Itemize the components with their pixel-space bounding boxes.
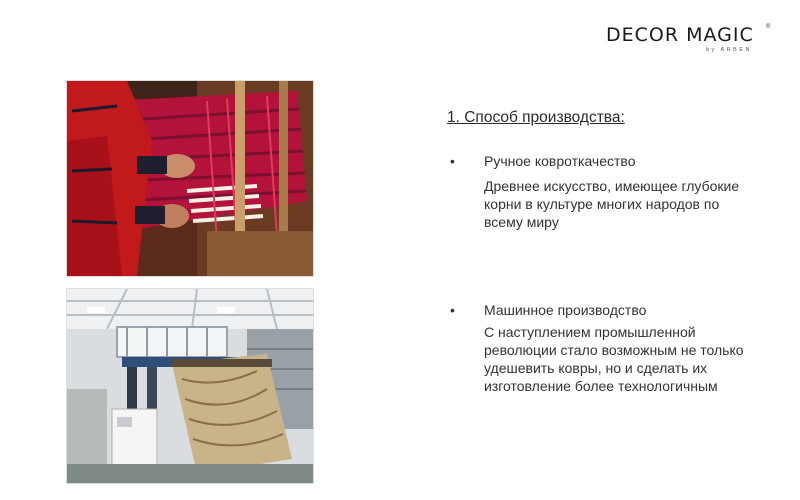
machine-production-title: Машинное производство [484,302,647,318]
bullet-marker: • [450,153,455,169]
manual-weaving-title: Ручное ковроткачество [484,153,636,169]
manual-weaving-description: Древнее искусство, имеющее глубокие корни в культуре многих народов по всему миру [484,178,740,230]
machine-production-description: С наступлением промышленной революции стало возможным не только удешевить ковры, но и сделать их изготовление более технологичным [484,324,744,394]
section-heading: 1. Способ производства: [447,109,625,126]
logo-tagline: by ARBEN [706,47,752,53]
bullet-marker: • [450,302,455,318]
registered-mark: ® [766,24,771,30]
hand-weaving-image [66,80,314,277]
brand-logo [606,24,776,64]
carpet-factory-image [66,288,314,484]
logo-text: DECOR MAGIC [606,24,754,46]
